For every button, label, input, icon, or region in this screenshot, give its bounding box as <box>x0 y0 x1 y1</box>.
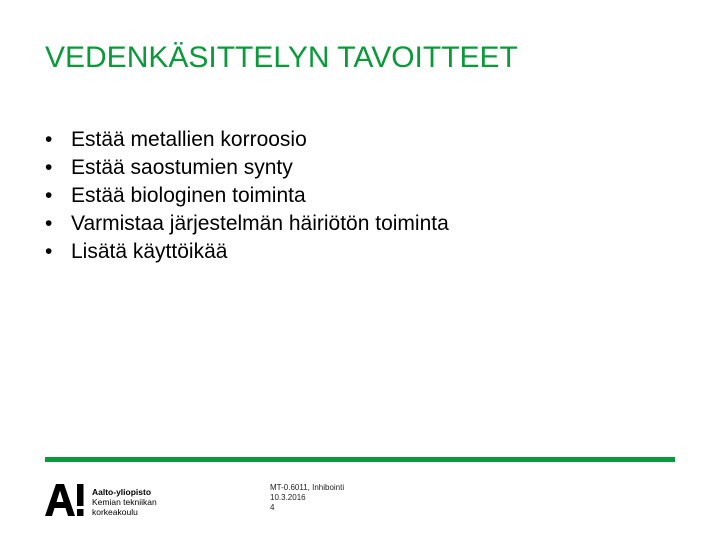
bullet-text: Estää metallien korroosio <box>71 128 307 151</box>
logo-line-school-1: Kemian tekniikan <box>92 497 157 507</box>
bullet-item <box>45 210 449 238</box>
page-number: 4 <box>270 503 275 512</box>
footer-date: 10.3.2016 <box>270 493 306 502</box>
bullet-item <box>45 238 449 266</box>
logo-text <box>92 487 157 517</box>
bullet-text: Varmistaa järjestelmän häiriötön toiminta <box>71 212 449 235</box>
aalto-logo <box>45 483 185 517</box>
bullet-text: Estää biologinen toiminta <box>71 184 306 207</box>
bullet-text: Estää saostumien synty <box>71 156 293 179</box>
logo-line-university: Aalto-yliopisto <box>92 487 152 497</box>
logo-line-school-2: korkeakoulu <box>92 507 138 517</box>
bullet-marker: • <box>45 240 53 263</box>
bullet-item <box>45 182 449 210</box>
footer-divider <box>45 457 675 462</box>
bullet-item <box>45 154 449 182</box>
bullet-marker: • <box>45 184 53 207</box>
bullet-marker: • <box>45 156 53 179</box>
bullet-item <box>45 126 449 154</box>
bullet-marker: • <box>45 212 53 235</box>
bullet-text: Lisätä käyttöikää <box>71 240 228 263</box>
footer-course: MT-0.6011, Inhibointi <box>270 483 345 492</box>
footer-meta <box>270 483 344 513</box>
aalto-logo-mark <box>45 483 85 517</box>
slide-title: VEDENKÄSITTELYN TAVOITTEET <box>45 41 518 74</box>
bullet-marker: • <box>45 128 53 151</box>
bullet-list <box>45 126 449 266</box>
